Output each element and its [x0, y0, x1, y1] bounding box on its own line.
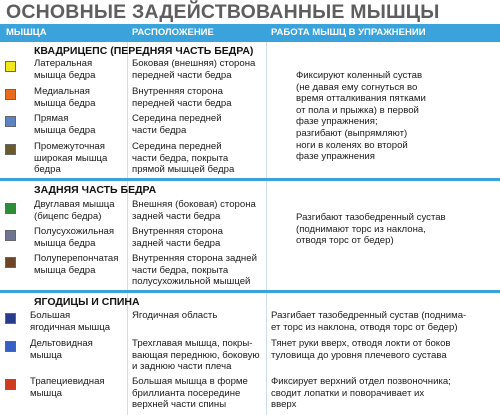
column-divider [127, 42, 128, 415]
muscle-work: Фиксируют коленный сустав (не давая ему согнуться во время отталкивания пятками от пола и прыжка) в первой фазе упражнения; разгибают (выпрямляют) ноги в коленях во второй фазе упражнения [296, 70, 426, 163]
gluteus-swatch [5, 313, 16, 324]
column-header-location: РАСПОЛОЖЕНИЕ [132, 27, 214, 38]
muscle-name: Полуперепончатая мышца бедра [34, 253, 119, 276]
section-separator [0, 290, 500, 293]
muscle-work: Фиксирует верхний отдел позвоночника; сводит лопатки и поворачивает их вверх [271, 376, 451, 411]
muscle-name: Медиальная мышца бедра [34, 86, 96, 109]
muscle-name: Большая ягодичная мышца [30, 310, 111, 333]
muscle-name: Двуглавая мышца (бицепс бедра) [34, 199, 115, 222]
muscle-location: Внутренняя сторона передней части бедра [132, 86, 232, 109]
muscle-location: Большая мышца в форме бриллианта посередине верхней части спины [132, 376, 248, 411]
section-title-quadriceps: КВАДРИЦЕПС (ПЕРЕДНЯЯ ЧАСТЬ БЕДРА) [34, 45, 254, 57]
intermediate-swatch [5, 144, 16, 155]
column-divider [266, 42, 267, 415]
medial-swatch [5, 89, 16, 100]
muscle-location: Внешняя (боковая) сторона задней части бедра [132, 199, 256, 222]
section-separator [0, 178, 500, 181]
muscle-location: Внутренняя сторона задней части бедра, покрыта полусухожильной мышцей [132, 253, 257, 288]
muscle-name: Полусухожильная мышца бедра [34, 226, 115, 249]
muscle-work: Разгибают тазобедренный сустав (поднимают торс из наклона, отводя торс от бедер) [296, 212, 446, 247]
muscle-location: Боковая (внешняя) сторона передней части бедра [132, 58, 256, 81]
lateral-swatch [5, 61, 16, 72]
muscle-work: Тянет руки вверх, отводя локти от боков туловища до уровня плечевого сустава [271, 338, 451, 361]
muscle-name: Дельтовидная мышца [30, 338, 93, 361]
semimembranosus-swatch [5, 257, 16, 268]
muscle-name: Трапециевидная мышца [30, 376, 105, 399]
trapezius-swatch [5, 379, 16, 390]
muscle-name: Прямая мышца бедра [34, 113, 96, 136]
deltoid-swatch [5, 341, 16, 352]
muscle-name: Латеральная мышца бедра [34, 58, 96, 81]
section-title-hamstrings: ЗАДНЯЯ ЧАСТЬ БЕДРА [34, 184, 157, 196]
page-title: ОСНОВНЫЕ ЗАДЕЙСТВОВАННЫЕ МЫШЦЫ [6, 1, 440, 23]
muscle-location: Ягодичная область [132, 310, 218, 321]
column-header-work: РАБОТА МЫШЦ В УПРАЖНЕНИИ [271, 27, 426, 38]
straight-swatch [5, 116, 16, 127]
muscle-location: Трехглавая мышца, покры- вающая переднюю, боковую и заднюю части плеча [132, 338, 260, 373]
muscle-location: Середина передней части бедра, покрыта прямой мышцей бедра [132, 141, 235, 176]
muscle-work: Разгибает тазобедренный сустав (поднима- ет торс из наклона, отводя торс от бедер) [271, 310, 467, 333]
muscle-location: Внутренняя сторона задней части бедра [132, 226, 223, 249]
section-title-glutes-back: ЯГОДИЦЫ И СПИНА [34, 296, 140, 308]
muscle-location: Середина передней части бедра [132, 113, 222, 136]
semitendinosus-swatch [5, 230, 16, 241]
muscle-name: Промежуточная широкая мышца бедра [34, 141, 108, 176]
biceps-swatch [5, 203, 16, 214]
column-header-muscle: МЫШЦА [6, 27, 47, 38]
